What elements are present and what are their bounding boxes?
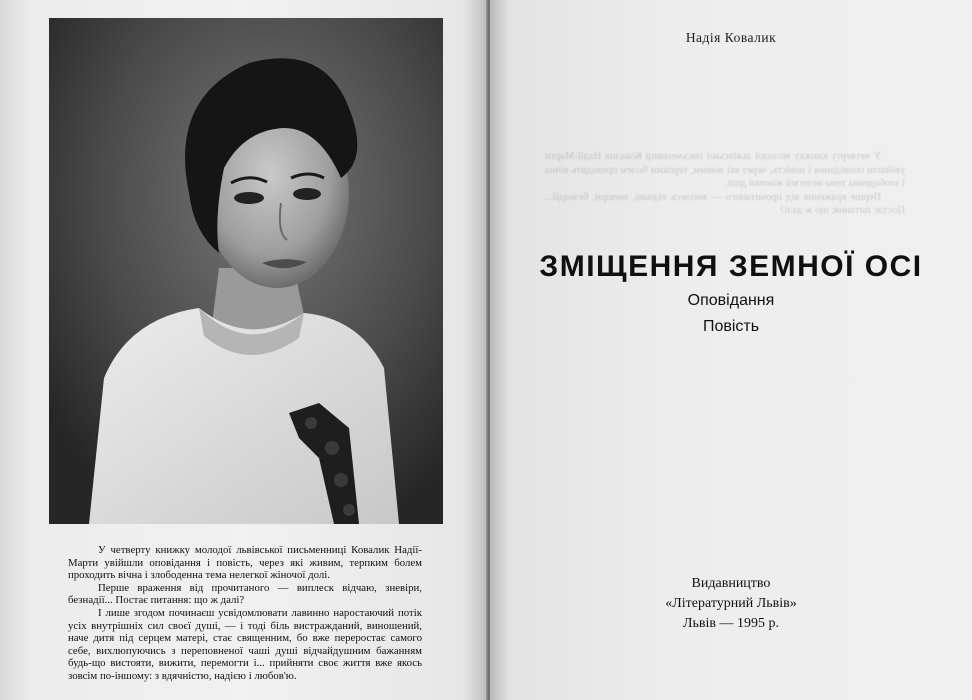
book-title: ЗМІЩЕННЯ ЗЕМНОЇ ОСІ bbox=[539, 250, 923, 283]
genre-novella: Повість bbox=[702, 318, 760, 335]
publisher-label: Видавництво bbox=[691, 576, 771, 591]
annotation-paragraph: І лише згодом починаєш усвідомлювати лавинно наростаючий потік усіх внутрішніх сил своєї душі, — і тоді біль вистражданий, виношений, наче дитя під серцем матері, стає священним, бо вже переростає самого себе, вихлюпуючись з переповненої чаші душі відчайдушним бажанням будь-що вистояти, вижити, перемогти і... прийняти своє життя вже якось зовсім по-іншому: з вдячністю, надією і любов'ю. bbox=[68, 606, 422, 682]
author-portrait-photo bbox=[49, 18, 443, 524]
show-through-texture bbox=[545, 150, 905, 218]
publisher-block bbox=[490, 574, 972, 634]
publication-place-year: Львів — 1995 р. bbox=[683, 616, 779, 631]
genre-stories: Оповідання bbox=[687, 292, 775, 309]
publisher-name: «Літературний Львів» bbox=[665, 596, 797, 611]
annotation-paragraph: Перше враження від прочитаного — виплеск відчаю, зневіри, безнадії... Постає питання: що ж далі? bbox=[68, 581, 422, 607]
annotation-paragraph: У четверту книжку молодої львівської письменниці Ковалик Надії-Марти увійшли оповідання і повість, через які живим, терпким болем проходить вічна і злободенна тема нелегкої жіночої долі. bbox=[68, 544, 422, 582]
ghost-line: У четверту книжку молодої львівської письменниці Ковалик Надії-Марти увійшли оповідання і повість, через які живим, терпким болем проходить вічна і злободенна тема нелегкої жіночої долі. bbox=[545, 151, 905, 189]
author-name: Надія Ковалик bbox=[685, 30, 777, 45]
ghost-line: Перше враження від прочитаного — виплеск відчаю, зневіри, безнадії... Постає питання: що ж далі? bbox=[545, 191, 905, 216]
portrait-drawing bbox=[49, 18, 443, 524]
book-annotation bbox=[68, 544, 422, 683]
right-page bbox=[490, 0, 972, 700]
